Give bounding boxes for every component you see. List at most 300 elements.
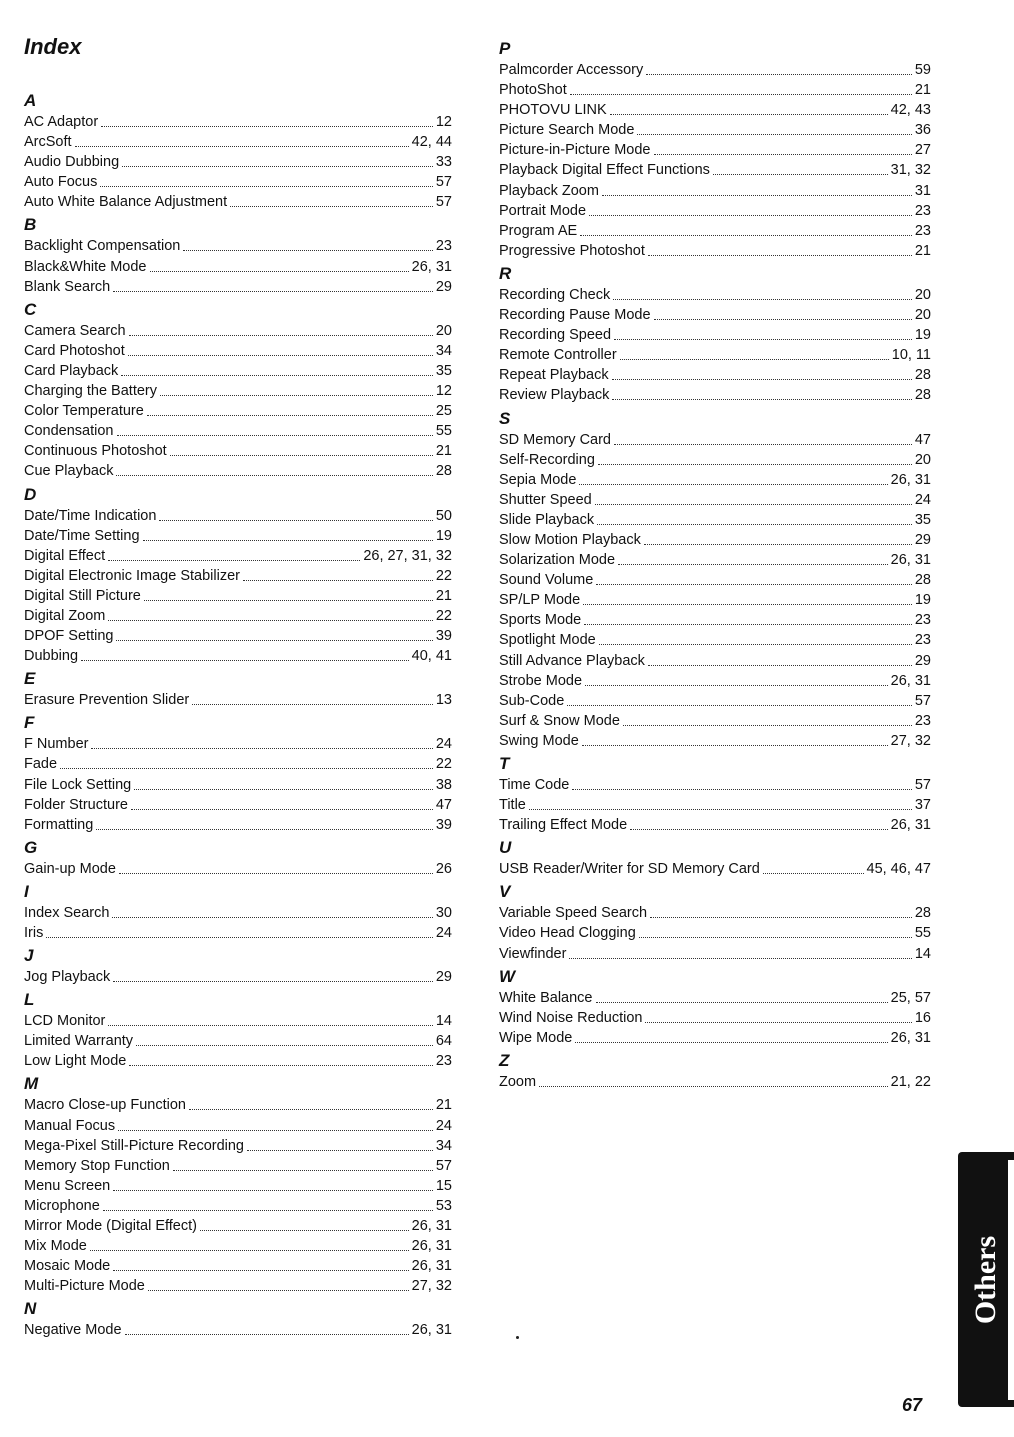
index-entry (499, 1008, 931, 1028)
index-entry (24, 1156, 452, 1176)
entry-term: Trailing Effect Mode (499, 817, 628, 834)
page-number: 67 (902, 1395, 923, 1415)
index-entry (24, 967, 452, 987)
entry-term: Surf & Snow Mode (499, 712, 620, 729)
entry-pages: 57 (914, 777, 931, 793)
dot-leader (116, 461, 432, 476)
entry-term: Time Code (499, 777, 570, 793)
entry-term: Still Advance Playback (499, 652, 645, 669)
index-entry (499, 711, 931, 731)
entry-term: Memory Stop Function (24, 1157, 170, 1174)
entry-term: Title (499, 797, 526, 814)
entry-pages: 21 (435, 443, 452, 460)
page-title: Index (24, 34, 82, 59)
index-section (24, 1296, 452, 1340)
entry-term: Black&White Mode (24, 258, 147, 275)
entry-pages: 22 (435, 756, 452, 773)
dot-leader (101, 112, 433, 127)
entry-pages: 20 (914, 286, 931, 303)
dot-leader (583, 590, 912, 605)
entry-pages: 55 (914, 925, 931, 942)
entry-pages: 23 (914, 202, 931, 219)
dot-leader (585, 671, 888, 686)
index-section (24, 710, 452, 834)
entry-pages: 28 (914, 367, 931, 384)
index-section (499, 879, 931, 963)
index-entry (24, 646, 452, 666)
entry-term: Multi-Picture Mode (24, 1278, 145, 1295)
tab-edge-bar (1008, 1160, 1014, 1400)
section-letter: F (24, 713, 35, 733)
entry-term: Gain-up Mode (24, 860, 116, 877)
dot-leader (147, 401, 433, 416)
entry-pages: 22 (435, 567, 452, 584)
entry-pages: 10, 11 (891, 347, 931, 364)
entry-term: Index Search (24, 904, 110, 921)
dot-leader (645, 1008, 911, 1023)
dot-leader (113, 967, 433, 982)
index-entry (499, 120, 931, 140)
index-entry (24, 923, 452, 943)
entry-pages: 42, 43 (890, 102, 931, 119)
index-entry (499, 651, 931, 671)
entry-term: White Balance (499, 989, 593, 1006)
dot-leader (243, 566, 433, 581)
dot-leader (613, 285, 912, 300)
dot-leader (618, 550, 888, 565)
entry-term: Low Light Mode (24, 1053, 127, 1070)
dot-leader (128, 341, 433, 356)
entry-term: Date/Time Setting (24, 527, 140, 544)
index-entry (24, 112, 452, 132)
dot-leader (81, 646, 409, 661)
index-entry (24, 754, 452, 774)
entry-pages: 50 (435, 507, 452, 524)
section-letter: I (24, 881, 29, 901)
entry-term: Solarization Mode (499, 552, 616, 569)
entry-term: Strobe Mode (499, 672, 583, 689)
entry-pages: 25, 57 (890, 989, 931, 1006)
entry-term: Fade (24, 756, 58, 773)
entry-term: Charging the Battery (24, 383, 157, 400)
dot-leader (144, 586, 433, 601)
entry-pages: 21 (914, 242, 931, 259)
entry-term: Progressive Photoshot (499, 242, 645, 259)
dot-leader (108, 1011, 432, 1026)
entry-term: Sepia Mode (499, 471, 577, 488)
section-tab-label: Others (969, 1235, 1002, 1324)
index-section (499, 406, 931, 752)
entry-term: Mega-Pixel Still-Picture Recording (24, 1137, 244, 1154)
entry-pages: 23 (914, 222, 931, 239)
dot-leader (595, 490, 912, 505)
index-entry (499, 470, 931, 490)
dot-leader (648, 651, 912, 666)
entry-term: Manual Focus (24, 1117, 116, 1134)
entry-pages: 27, 32 (890, 732, 931, 749)
entry-pages: 26, 31 (411, 1258, 452, 1275)
index-entry (499, 325, 931, 345)
entry-term: Repeat Playback (499, 367, 609, 384)
entry-pages: 19 (435, 527, 452, 544)
entry-pages: 21, 22 (890, 1073, 931, 1090)
entry-pages: 14 (435, 1013, 452, 1030)
index-entry (499, 181, 931, 201)
index-section (24, 835, 452, 879)
section-letter: M (24, 1074, 39, 1094)
index-entry (24, 1116, 452, 1136)
index-entry (24, 321, 452, 341)
dot-leader (570, 80, 912, 95)
entry-pages: 35 (914, 511, 931, 528)
entry-term: Spotlight Mode (499, 632, 596, 649)
entry-pages: 26, 31 (411, 258, 452, 275)
index-entry (499, 80, 931, 100)
index-entry (499, 903, 931, 923)
index-entry (24, 566, 452, 586)
index-entry (24, 1216, 452, 1236)
section-letter: G (24, 837, 38, 857)
entry-pages: 15 (435, 1177, 452, 1194)
entry-term: Digital Zoom (24, 607, 106, 624)
dot-leader (623, 711, 912, 726)
section-letter: A (24, 91, 37, 110)
entry-term: Formatting (24, 816, 94, 833)
index-entry (499, 100, 931, 120)
entry-term: Blank Search (24, 278, 111, 295)
entry-pages: 53 (435, 1197, 452, 1214)
entry-term: Playback Zoom (499, 182, 599, 199)
entry-pages: 19 (914, 592, 931, 609)
entry-term: Digital Electronic Image Stabilizer (24, 567, 240, 584)
entry-term: LCD Monitor (24, 1013, 106, 1030)
entry-term: Continuous Photoshot (24, 443, 167, 460)
section-letter: W (499, 966, 516, 986)
entry-term: Shutter Speed (499, 491, 592, 508)
index-entry (499, 630, 931, 650)
entry-term: Mosaic Mode (24, 1258, 111, 1275)
entry-term: Mirror Mode (Digital Effect) (24, 1218, 197, 1235)
entry-term: Palmcorder Accessory (499, 62, 644, 78)
dot-leader (630, 815, 888, 830)
entry-term: Recording Check (499, 286, 611, 303)
index-entry (24, 441, 452, 461)
index-entry (24, 1051, 452, 1071)
dot-leader (614, 430, 912, 445)
entry-pages: 26, 31 (890, 817, 931, 834)
index-section (24, 666, 452, 710)
dot-leader (637, 120, 911, 135)
dot-leader (620, 345, 889, 360)
entry-term: Digital Still Picture (24, 587, 141, 604)
dot-leader (230, 192, 433, 207)
dot-leader (614, 325, 912, 340)
index-entry (24, 1196, 452, 1216)
index-entry (499, 731, 931, 751)
entry-term: Recording Speed (499, 327, 612, 344)
index-entry (499, 1028, 931, 1048)
index-entry (499, 923, 931, 943)
index-entry (24, 606, 452, 626)
dot-leader (160, 381, 433, 396)
entry-pages: 26, 31 (890, 552, 931, 569)
index-entry (499, 221, 931, 241)
entry-term: Iris (24, 925, 44, 941)
index-entry (499, 385, 931, 405)
entry-pages: 29 (914, 531, 931, 548)
index-entry (499, 201, 931, 221)
entry-term: Playback Digital Effect Functions (499, 162, 710, 179)
dot-leader (639, 923, 912, 938)
entry-term: Cue Playback (24, 463, 114, 480)
section-letter: C (24, 299, 37, 319)
index-entry (24, 236, 452, 256)
dot-leader (596, 988, 888, 1003)
entry-pages: 19 (914, 327, 931, 344)
section-letter: S (499, 408, 511, 428)
index-entry (499, 815, 931, 835)
index-entry (24, 401, 452, 421)
dot-leader (112, 903, 432, 918)
index-section (499, 964, 931, 1048)
index-entry (24, 361, 452, 381)
dot-leader (579, 470, 887, 485)
index-section (24, 943, 452, 987)
entry-term: Jog Playback (24, 969, 111, 986)
entry-pages: 29 (435, 969, 452, 986)
entry-pages: 29 (914, 652, 931, 669)
entry-pages: 12 (435, 383, 452, 400)
entry-term: Menu Screen (24, 1177, 111, 1194)
entry-term: Slow Motion Playback (499, 531, 641, 548)
dot-leader (129, 1051, 432, 1066)
entry-term: Zoom (499, 1073, 537, 1090)
entry-term: Picture Search Mode (499, 122, 635, 139)
dot-leader (122, 152, 433, 167)
dot-leader (763, 859, 864, 874)
index-entry (24, 859, 452, 879)
index-section (24, 987, 452, 1071)
dot-leader (159, 506, 432, 521)
index-entry (24, 1276, 452, 1296)
dot-leader (108, 606, 432, 621)
dot-leader (575, 1028, 887, 1043)
index-entry (499, 160, 931, 180)
entry-pages: 25 (435, 403, 452, 420)
index-entry (499, 944, 931, 964)
entry-pages: 30 (435, 904, 452, 921)
index-entry (24, 277, 452, 297)
entry-pages: 21 (914, 82, 931, 99)
entry-pages: 40, 41 (411, 648, 452, 665)
dot-leader (46, 923, 433, 938)
entry-term: File Lock Setting (24, 776, 132, 793)
entry-pages: 42, 44 (411, 134, 452, 151)
dot-leader (612, 365, 912, 380)
dot-leader (91, 734, 432, 749)
entry-pages: 57 (435, 194, 452, 211)
section-letter: D (24, 484, 37, 504)
section-letter: B (24, 215, 37, 235)
index-entry (24, 192, 452, 212)
section-letter: N (24, 1299, 37, 1319)
entry-term: DPOF Setting (24, 628, 114, 645)
dot-leader (589, 201, 912, 216)
index-column-right (499, 36, 931, 1092)
index-entry (24, 815, 452, 835)
index-entry (24, 1095, 452, 1115)
dot-leader (131, 795, 433, 810)
dot-leader (96, 815, 433, 830)
entry-pages: 26 (435, 860, 452, 877)
entry-pages: 23 (914, 712, 931, 729)
index-entry (24, 690, 452, 710)
index-entry (24, 257, 452, 277)
section-tab (958, 1152, 1014, 1407)
index-entry (24, 1176, 452, 1196)
index-entry (24, 795, 452, 815)
entry-term: F Number (24, 736, 89, 753)
entry-term: Swing Mode (499, 732, 579, 749)
entry-pages: 12 (435, 114, 452, 130)
entry-pages: 27, 32 (411, 1278, 452, 1295)
entry-term: Sports Mode (499, 612, 582, 629)
section-letter: R (499, 263, 512, 283)
stray-mark (516, 1336, 519, 1339)
dot-leader (60, 754, 433, 769)
entry-pages: 20 (914, 307, 931, 324)
entry-pages: 57 (435, 174, 452, 191)
entry-term: Review Playback (499, 387, 610, 404)
section-letter: T (499, 754, 510, 773)
index-entry (499, 691, 931, 711)
dot-leader (100, 172, 433, 187)
dot-leader (610, 100, 888, 115)
entry-pages: 64 (435, 1033, 452, 1050)
section-letter: U (499, 838, 512, 858)
index-entry (499, 859, 931, 879)
entry-term: Digital Effect (24, 547, 106, 564)
entry-term: Mix Mode (24, 1238, 87, 1255)
index-entry (499, 430, 931, 450)
entry-pages: 45, 46, 47 (866, 861, 931, 878)
index-entry (24, 626, 452, 646)
index-entry (24, 1256, 452, 1276)
dot-leader (121, 361, 433, 376)
entry-pages: 38 (435, 776, 452, 793)
index-entry (24, 132, 452, 152)
entry-pages: 59 (914, 62, 931, 78)
dot-leader (599, 630, 912, 645)
entry-pages: 14 (914, 945, 931, 962)
entry-term: Audio Dubbing (24, 154, 120, 171)
entry-pages: 24 (914, 491, 931, 508)
index-entry (499, 610, 931, 630)
entry-pages: 26, 31 (890, 672, 931, 689)
dot-leader (119, 859, 433, 874)
dot-leader (189, 1095, 433, 1110)
entry-pages: 34 (435, 342, 452, 359)
index-entry (24, 1320, 452, 1340)
entry-term: Viewfinder (499, 945, 567, 962)
entry-pages: 26, 31 (411, 1238, 452, 1255)
dot-leader (648, 241, 912, 256)
entry-pages: 39 (435, 628, 452, 645)
index-entry (24, 506, 452, 526)
entry-pages: 26, 31 (890, 1029, 931, 1046)
dot-leader (113, 1176, 433, 1191)
section-letter: P (499, 39, 511, 58)
index-entry (24, 341, 452, 361)
index-entry (499, 1072, 931, 1092)
dot-leader (129, 321, 433, 336)
entry-pages: 26, 31 (411, 1218, 452, 1235)
entry-pages: 28 (914, 572, 931, 589)
dot-leader (569, 944, 911, 959)
entry-term: Auto Focus (24, 174, 98, 191)
index-entry (499, 345, 931, 365)
dot-leader (173, 1156, 433, 1171)
dot-leader (598, 450, 912, 465)
entry-pages: 27 (914, 142, 931, 159)
dot-leader (136, 1031, 433, 1046)
entry-pages: 24 (435, 736, 452, 753)
entry-pages: 47 (914, 431, 931, 448)
index-entry (499, 795, 931, 815)
entry-pages: 35 (435, 362, 452, 379)
entry-pages: 57 (435, 1157, 452, 1174)
dot-leader (75, 132, 409, 147)
section-letter: Z (499, 1050, 510, 1070)
index-entry (24, 421, 452, 441)
index-entry (24, 526, 452, 546)
entry-pages: 24 (435, 925, 452, 941)
entry-term: PHOTOVU LINK (499, 102, 607, 119)
dot-leader (247, 1136, 433, 1151)
index-section (499, 751, 931, 835)
entry-term: Video Head Clogging (499, 925, 636, 942)
entry-term: Slide Playback (499, 511, 595, 528)
index-entry (499, 305, 931, 325)
dot-leader (113, 277, 433, 292)
dot-leader (183, 236, 432, 251)
index-entry (24, 1136, 452, 1156)
index-entry (499, 241, 931, 261)
entry-term: Erasure Prevention Slider (24, 692, 190, 709)
entry-term: Negative Mode (24, 1322, 122, 1339)
index-entry (499, 450, 931, 470)
entry-term: Picture-in-Picture Mode (499, 142, 651, 159)
index-entry (499, 60, 931, 80)
entry-pages: 34 (435, 1137, 452, 1154)
dot-leader (539, 1072, 888, 1087)
index-section (499, 1048, 931, 1092)
dot-leader (582, 731, 888, 746)
entry-pages: 13 (435, 692, 452, 709)
entry-pages: 29 (435, 278, 452, 295)
index-entry (499, 590, 931, 610)
entry-pages: 23 (435, 238, 452, 255)
entry-pages: 26, 27, 31, 32 (363, 547, 452, 564)
index-entry (499, 671, 931, 691)
dot-leader (644, 530, 912, 545)
dot-leader (125, 1320, 409, 1335)
entry-term: Color Temperature (24, 403, 144, 420)
entry-term: Card Playback (24, 362, 119, 379)
dot-leader (90, 1236, 409, 1251)
entry-pages: 33 (435, 154, 452, 171)
index-entry (24, 586, 452, 606)
